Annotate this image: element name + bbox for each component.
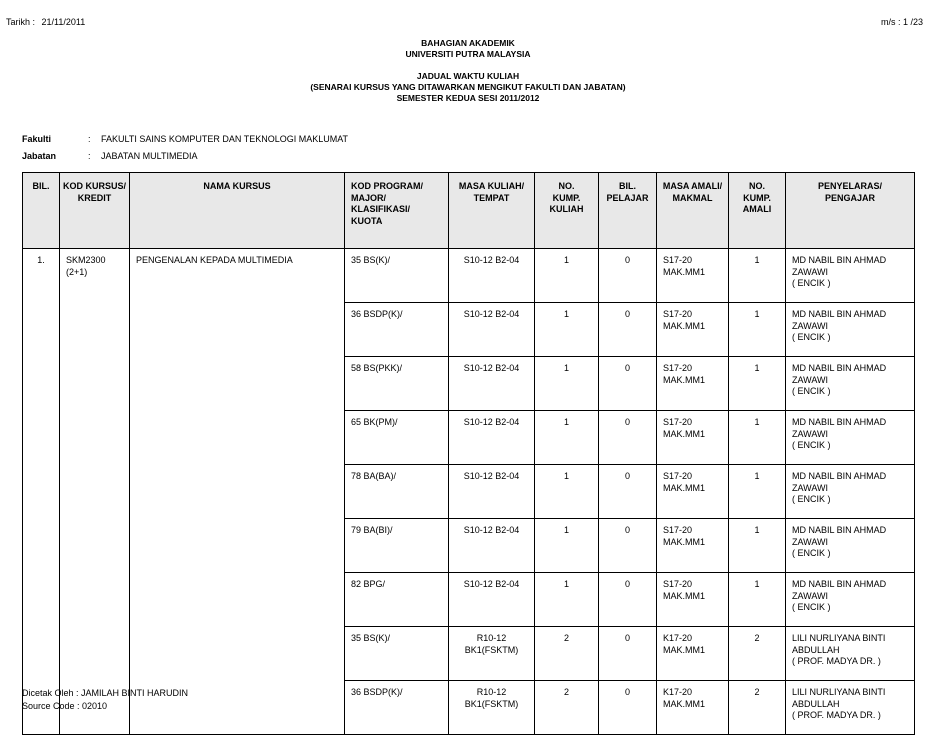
- cell-bil-pelajar: 0: [599, 411, 657, 465]
- cell-penyelaras: MD NABIL BIN AHMAD ZAWAWI ( ENCIK ): [786, 249, 915, 303]
- cell-bil: [23, 573, 60, 627]
- source-code: Source Code : 02010: [22, 701, 108, 711]
- table-row: [23, 573, 915, 627]
- cell-no-kump-kuliah: 2: [535, 627, 599, 681]
- cell-no-kump-amali: 1: [729, 519, 786, 573]
- table-header-row: [23, 173, 915, 249]
- col-kod-program: KOD PROGRAM/ MAJOR/ KLASIFIKASI/ KUOTA: [345, 173, 449, 249]
- table-row: [23, 303, 915, 357]
- cell-no-kump-kuliah: 1: [535, 357, 599, 411]
- cell-bil-pelajar: 0: [599, 519, 657, 573]
- table-row: [23, 411, 915, 465]
- title-line: BAHAGIAN AKADEMIK: [421, 38, 515, 48]
- cell-no-kump-amali: 1: [729, 303, 786, 357]
- cell-kod-program: 36 BSDP(K)/: [345, 681, 449, 735]
- cell-nama-kursus: [130, 627, 345, 681]
- jabatan-row: [22, 151, 522, 163]
- document-title: [0, 71, 936, 104]
- cell-no-kump-kuliah: 1: [535, 465, 599, 519]
- cell-masa-kuliah: S10-12 B2-04: [449, 465, 535, 519]
- cell-no-kump-kuliah: 2: [535, 681, 599, 735]
- cell-kod-kursus: [60, 411, 130, 465]
- fakulti-colon: :: [88, 134, 91, 144]
- cell-masa-amali: S17-20 MAK.MM1: [657, 465, 729, 519]
- cell-masa-amali: S17-20 MAK.MM1: [657, 411, 729, 465]
- cell-masa-amali: S17-20 MAK.MM1: [657, 249, 729, 303]
- cell-kod-program: 82 BPG/: [345, 573, 449, 627]
- col-masa-kuliah: MASA KULIAH/ TEMPAT: [449, 173, 535, 249]
- cell-bil-pelajar: 0: [599, 357, 657, 411]
- table-row: [23, 465, 915, 519]
- cell-penyelaras: MD NABIL BIN AHMAD ZAWAWI ( ENCIK ): [786, 411, 915, 465]
- cell-no-kump-kuliah: 1: [535, 249, 599, 303]
- date-line: [6, 17, 85, 27]
- timetable: [22, 172, 915, 735]
- cell-penyelaras: MD NABIL BIN AHMAD ZAWAWI ( ENCIK ): [786, 303, 915, 357]
- title-line: JADUAL WAKTU KULIAH: [416, 71, 520, 81]
- cell-nama-kursus: [130, 357, 345, 411]
- cell-kod-kursus: SKM2300 (2+1): [60, 249, 130, 303]
- fakulti-label: Fakulti: [22, 134, 52, 144]
- cell-bil: [23, 357, 60, 411]
- fakulti-value: FAKULTI SAINS KOMPUTER DAN TEKNOLOGI MAKLUMAT: [101, 134, 349, 144]
- cell-masa-kuliah: S10-12 B2-04: [449, 249, 535, 303]
- cell-kod-program: 79 BA(BI)/: [345, 519, 449, 573]
- col-bil-pelajar: BIL. PELAJAR: [599, 173, 657, 249]
- cell-kod-program: 58 BS(PKK)/: [345, 357, 449, 411]
- cell-no-kump-amali: 1: [729, 357, 786, 411]
- cell-no-kump-amali: 1: [729, 465, 786, 519]
- cell-bil-pelajar: 0: [599, 465, 657, 519]
- cell-nama-kursus: [130, 411, 345, 465]
- col-kod-kursus: KOD KURSUS/ KREDIT: [60, 173, 130, 249]
- fakulti-row: [22, 134, 522, 146]
- cell-bil-pelajar: 0: [599, 573, 657, 627]
- cell-bil-pelajar: 0: [599, 249, 657, 303]
- cell-nama-kursus: [130, 303, 345, 357]
- table-row: [23, 627, 915, 681]
- cell-masa-amali: S17-20 MAK.MM1: [657, 573, 729, 627]
- cell-kod-kursus: [60, 519, 130, 573]
- cell-penyelaras: LILI NURLIYANA BINTI ABDULLAH ( PROF. MADYA DR. ): [786, 681, 915, 735]
- date-value: 21/11/2011: [41, 17, 86, 27]
- cell-penyelaras: MD NABIL BIN AHMAD ZAWAWI ( ENCIK ): [786, 519, 915, 573]
- cell-penyelaras: MD NABIL BIN AHMAD ZAWAWI ( ENCIK ): [786, 573, 915, 627]
- cell-kod-program: 78 BA(BA)/: [345, 465, 449, 519]
- cell-bil: [23, 303, 60, 357]
- col-penyelaras: PENYELARAS/ PENGAJAR: [786, 173, 915, 249]
- cell-kod-kursus: [60, 303, 130, 357]
- cell-bil-pelajar: 0: [599, 627, 657, 681]
- col-no-kump-amali: NO. KUMP. AMALI: [729, 173, 786, 249]
- cell-kod-kursus: [60, 357, 130, 411]
- cell-bil: [23, 519, 60, 573]
- cell-nama-kursus: [130, 573, 345, 627]
- cell-no-kump-amali: 1: [729, 411, 786, 465]
- cell-kod-kursus: [60, 573, 130, 627]
- cell-bil-pelajar: 0: [599, 303, 657, 357]
- cell-masa-amali: K17-20 MAK.MM1: [657, 681, 729, 735]
- cell-masa-kuliah: S10-12 B2-04: [449, 411, 535, 465]
- cell-kod-kursus: [60, 465, 130, 519]
- col-no-kump-kuliah: NO. KUMP. KULIAH: [535, 173, 599, 249]
- col-nama-kursus: NAMA KURSUS: [130, 173, 345, 249]
- title-line: SEMESTER KEDUA SESI 2011/2012: [396, 93, 540, 103]
- cell-masa-kuliah: S10-12 B2-04: [449, 303, 535, 357]
- cell-kod-program: 35 BS(K)/: [345, 627, 449, 681]
- cell-no-kump-kuliah: 1: [535, 519, 599, 573]
- cell-masa-kuliah: S10-12 B2-04: [449, 573, 535, 627]
- cell-no-kump-kuliah: 1: [535, 303, 599, 357]
- cell-penyelaras: LILI NURLIYANA BINTI ABDULLAH ( PROF. MADYA DR. ): [786, 627, 915, 681]
- cell-kod-program: 65 BK(PM)/: [345, 411, 449, 465]
- date-label: Tarikh :: [6, 17, 36, 27]
- col-bil: BIL.: [23, 173, 60, 249]
- table-row: [23, 519, 915, 573]
- cell-masa-kuliah: S10-12 B2-04: [449, 519, 535, 573]
- jabatan-label: Jabatan: [22, 151, 57, 161]
- title-line: (SENARAI KURSUS YANG DITAWARKAN MENGIKUT FAKULTI DAN JABATAN): [310, 82, 626, 92]
- cell-bil: 1.: [23, 249, 60, 303]
- cell-masa-amali: S17-20 MAK.MM1: [657, 303, 729, 357]
- cell-bil: [23, 465, 60, 519]
- jabatan-colon: :: [88, 151, 91, 161]
- cell-masa-amali: S17-20 MAK.MM1: [657, 519, 729, 573]
- page-number: m/s : 1 /23: [880, 17, 923, 27]
- cell-masa-amali: K17-20 MAK.MM1: [657, 627, 729, 681]
- cell-bil: [23, 411, 60, 465]
- department-title: [0, 38, 936, 60]
- cell-no-kump-amali: 2: [729, 681, 786, 735]
- col-masa-amali: MASA AMALI/ MAKMAL: [657, 173, 729, 249]
- cell-kod-program: 36 BSDP(K)/: [345, 303, 449, 357]
- printed-by: Dicetak Oleh : JAMILAH BINTI HARUDIN: [22, 688, 189, 698]
- cell-no-kump-kuliah: 1: [535, 411, 599, 465]
- cell-no-kump-amali: 1: [729, 249, 786, 303]
- table-row: [23, 249, 915, 303]
- title-line: UNIVERSITI PUTRA MALAYSIA: [405, 49, 531, 59]
- cell-masa-amali: S17-20 MAK.MM1: [657, 357, 729, 411]
- cell-masa-kuliah: S10-12 B2-04: [449, 357, 535, 411]
- cell-no-kump-kuliah: 1: [535, 573, 599, 627]
- cell-bil: [23, 627, 60, 681]
- cell-kod-kursus: [60, 627, 130, 681]
- jabatan-value: JABATAN MULTIMEDIA: [101, 151, 198, 161]
- cell-no-kump-amali: 2: [729, 627, 786, 681]
- cell-kod-program: 35 BS(K)/: [345, 249, 449, 303]
- cell-penyelaras: MD NABIL BIN AHMAD ZAWAWI ( ENCIK ): [786, 357, 915, 411]
- cell-masa-kuliah: R10-12 BK1(FSKTM): [449, 681, 535, 735]
- cell-nama-kursus: [130, 465, 345, 519]
- cell-nama-kursus: [130, 519, 345, 573]
- table-row: [23, 357, 915, 411]
- cell-no-kump-amali: 1: [729, 573, 786, 627]
- cell-nama-kursus: PENGENALAN KEPADA MULTIMEDIA: [130, 249, 345, 303]
- cell-bil-pelajar: 0: [599, 681, 657, 735]
- cell-masa-kuliah: R10-12 BK1(FSKTM): [449, 627, 535, 681]
- cell-penyelaras: MD NABIL BIN AHMAD ZAWAWI ( ENCIK ): [786, 465, 915, 519]
